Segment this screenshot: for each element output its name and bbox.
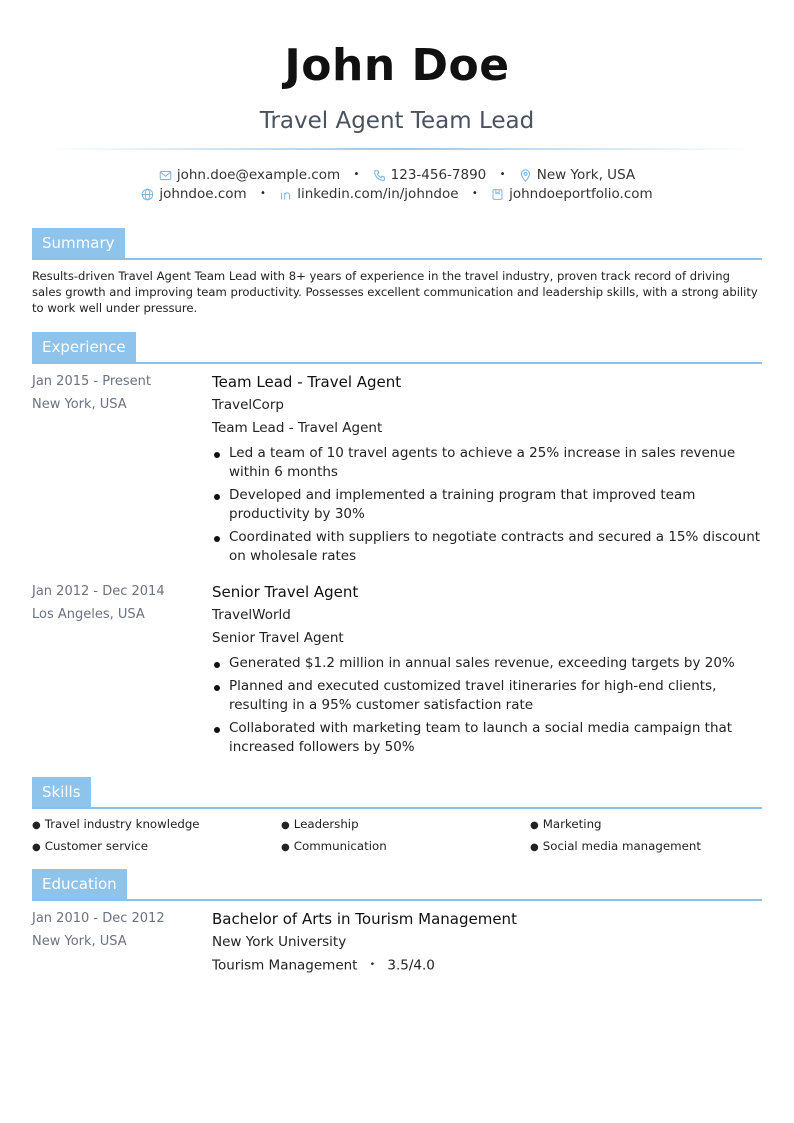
experience-details xyxy=(212,580,762,757)
section-education-header xyxy=(32,869,762,901)
section-experience-header xyxy=(32,332,762,364)
skill-item: ● Customer service xyxy=(32,839,149,853)
education-details xyxy=(212,907,762,978)
contact-location xyxy=(519,166,635,184)
bullet-dot-icon: ● xyxy=(32,842,41,853)
experience-company: TravelWorld xyxy=(212,607,291,623)
education-field-gpa xyxy=(212,954,762,978)
experience-position: Senior Travel Agent xyxy=(212,630,344,646)
bullet-dot-icon: ● xyxy=(281,842,290,853)
experience-location: Los Angeles, USA xyxy=(32,607,145,622)
section-education-label: Education xyxy=(32,869,127,899)
experience-dates: Jan 2012 - Dec 2014 xyxy=(32,584,165,599)
experience-position: Team Lead - Travel Agent xyxy=(212,420,383,436)
phone-icon xyxy=(373,169,386,182)
contact-portfolio-text: johndoeportfolio.com xyxy=(509,186,653,202)
linkedin-icon xyxy=(279,188,292,201)
experience-bullet: Collaborated with marketing team to launch a social media campaign that increased followers by 50% xyxy=(212,719,762,757)
section-experience-label: Experience xyxy=(32,332,136,362)
experience-role: Senior Travel Agent xyxy=(212,583,359,601)
education-field: Tourism Management xyxy=(212,957,358,974)
contact-separator: • xyxy=(260,188,266,199)
section-skills-header xyxy=(32,777,762,809)
skill-item: ● Marketing xyxy=(530,817,602,831)
experience-company: TravelCorp xyxy=(212,397,284,413)
education-dates: Jan 2010 - Dec 2012 xyxy=(32,911,165,926)
experience-meta xyxy=(32,370,202,416)
experience-bullet: Led a team of 10 travel agents to achieve a 25% increase in sales revenue within 6 months xyxy=(212,444,762,482)
bullet-dot-icon: ● xyxy=(530,842,539,853)
contact-location-text: New York, USA xyxy=(536,167,636,183)
section-skills-label: Skills xyxy=(32,777,91,807)
contact-phone-text: 123-456-7890 xyxy=(390,167,487,183)
header-divider xyxy=(48,148,754,150)
experience-meta xyxy=(32,580,202,626)
experience-bullets xyxy=(212,444,762,566)
location-pin-icon xyxy=(519,169,532,182)
bullet-dot-icon: ● xyxy=(281,820,290,831)
contact-separator: • xyxy=(499,169,506,180)
education-degree: Bachelor of Arts in Tourism Management xyxy=(212,910,517,928)
experience-bullets xyxy=(212,654,762,757)
mail-icon xyxy=(159,169,172,182)
experience-role: Team Lead - Travel Agent xyxy=(212,373,402,391)
candidate-title: Travel Agent Team Lead xyxy=(259,108,535,134)
bullet-dot-icon: ● xyxy=(32,820,41,831)
section-summary-label: Summary xyxy=(32,228,125,258)
experience-bullet: Generated $1.2 million in annual sales revenue, exceeding targets by 20% xyxy=(212,654,762,673)
education-separator: • xyxy=(369,960,376,970)
experience-bullet: Planned and executed customized travel itineraries for high-end clients, resulting in a 95% customer satisfaction rate xyxy=(212,677,762,715)
education-location: New York, USA xyxy=(32,934,127,949)
contact-email[interactable] xyxy=(159,166,340,184)
experience-location: New York, USA xyxy=(32,397,127,412)
contact-separator: • xyxy=(471,188,478,199)
skill-item: ● Social media management xyxy=(530,839,701,853)
skills-grid xyxy=(32,816,762,856)
experience-dates: Jan 2015 - Present xyxy=(32,374,151,389)
contact-row-primary xyxy=(0,166,794,184)
skill-item: ● Travel industry knowledge xyxy=(32,817,200,831)
candidate-name: John Doe xyxy=(284,40,510,91)
globe-icon xyxy=(141,188,154,201)
skill-item: ● Leadership xyxy=(281,817,359,831)
education-gpa: 3.5/4.0 xyxy=(387,957,435,974)
bullet-dot-icon: ● xyxy=(530,820,539,831)
section-summary-header xyxy=(32,228,762,260)
education-school: New York University xyxy=(212,934,347,950)
experience-bullet: Developed and implemented a training program that improved team productivity by 30% xyxy=(212,486,762,524)
contact-portfolio[interactable] xyxy=(491,185,653,203)
contact-linkedin-text: linkedin.com/in/johndoe xyxy=(297,186,459,202)
contact-row-links xyxy=(0,185,794,203)
education-meta xyxy=(32,907,202,953)
contact-email-text: john.doe@example.com xyxy=(176,167,341,183)
portfolio-icon xyxy=(491,188,504,201)
contact-website-text: johndoe.com xyxy=(159,186,247,202)
contact-separator: • xyxy=(353,169,360,180)
experience-details xyxy=(212,370,762,566)
contact-linkedin[interactable] xyxy=(279,185,458,203)
contact-website[interactable] xyxy=(141,185,246,203)
experience-bullet: Coordinated with suppliers to negotiate contracts and secured a 15% discount on wholesale rates xyxy=(212,528,762,566)
summary-text: Results-driven Travel Agent Team Lead with 8+ years of experience in the travel industry, proven track record of driving sales growth and improving team productivity. Possesses excellent communication and leadership skills, with a strong ability to work well under pressure. xyxy=(32,269,758,315)
contact-phone[interactable] xyxy=(373,166,487,184)
skill-item: ● Communication xyxy=(281,839,387,853)
